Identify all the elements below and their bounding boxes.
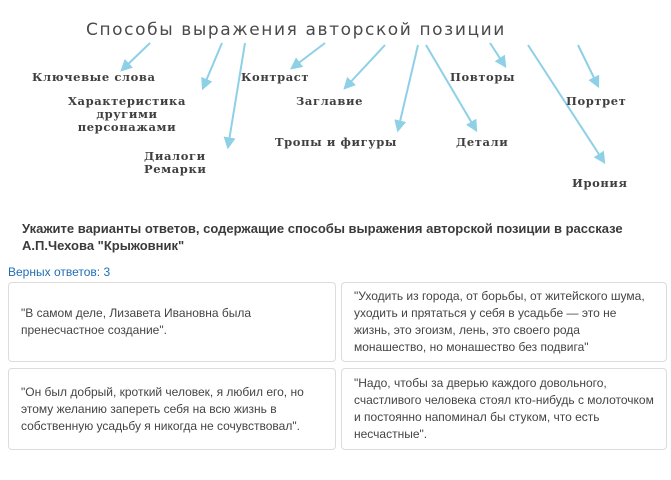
node-portrait: Портрет [566, 94, 627, 108]
arrow-details [426, 45, 476, 130]
arrow-characteristic [203, 43, 222, 88]
arrow-portrait [578, 45, 598, 86]
answer-option-4[interactable] [341, 368, 667, 450]
arrow-title [345, 45, 385, 88]
answer-option-text: "Уходить из города, от борьбы, от житейского шума, уходить и прятаться у себя в усадьбе — это не жизнь, это эгоизм, лень, это своего рода монашество, но монашество без подвига" [354, 289, 645, 354]
node-characteristic: Характеристика другими персонажами [68, 94, 186, 134]
arrow-keywords [122, 43, 150, 70]
node-contrast: Контраст [241, 70, 310, 84]
node-title: Заглавие [296, 94, 363, 108]
correct-answers-count: Верных ответов: 3 [8, 265, 111, 279]
answer-option-2[interactable] [341, 282, 667, 362]
node-repeats: Повторы [450, 70, 516, 84]
node-keywords: Ключевые слова [32, 70, 156, 84]
arrow-repeats [490, 43, 505, 66]
node-tropes: Тропы и фигуры [275, 135, 398, 149]
answer-option-text: "В самом деле, Лизавета Ивановна была пренесчастное создание". [21, 306, 252, 337]
answer-option-text: "Надо, чтобы за дверью каждого довольного, счастливого человека стоял кто-нибудь с молоточком и постоянно напоминал бы стуком, что есть несчастные". [354, 376, 654, 441]
arrow-tropes [398, 45, 418, 130]
node-irony: Ирония [572, 176, 628, 190]
answer-option-3[interactable] [8, 368, 336, 450]
node-dialogs: Диалоги Ремарки [144, 149, 207, 176]
arrow-dialogs [228, 43, 245, 147]
diagram-root-label: Способы выражения авторской позиции [86, 20, 506, 40]
node-details: Детали [456, 135, 509, 149]
question-text: Укажите варианты ответов, содержащие способы выражения авторской позиции в рассказе А.П.Чехова "Крыжовник" [22, 221, 623, 253]
answer-option-1[interactable] [8, 282, 336, 362]
arrow-contrast [292, 43, 325, 68]
answer-option-text: "Он был добрый, кроткий человек, я любил его, но этому желанию запереть себя на всю жизнь в собственную усадьбу я никогда не сочувствовал". [21, 384, 304, 433]
diagram-image [0, 0, 671, 205]
